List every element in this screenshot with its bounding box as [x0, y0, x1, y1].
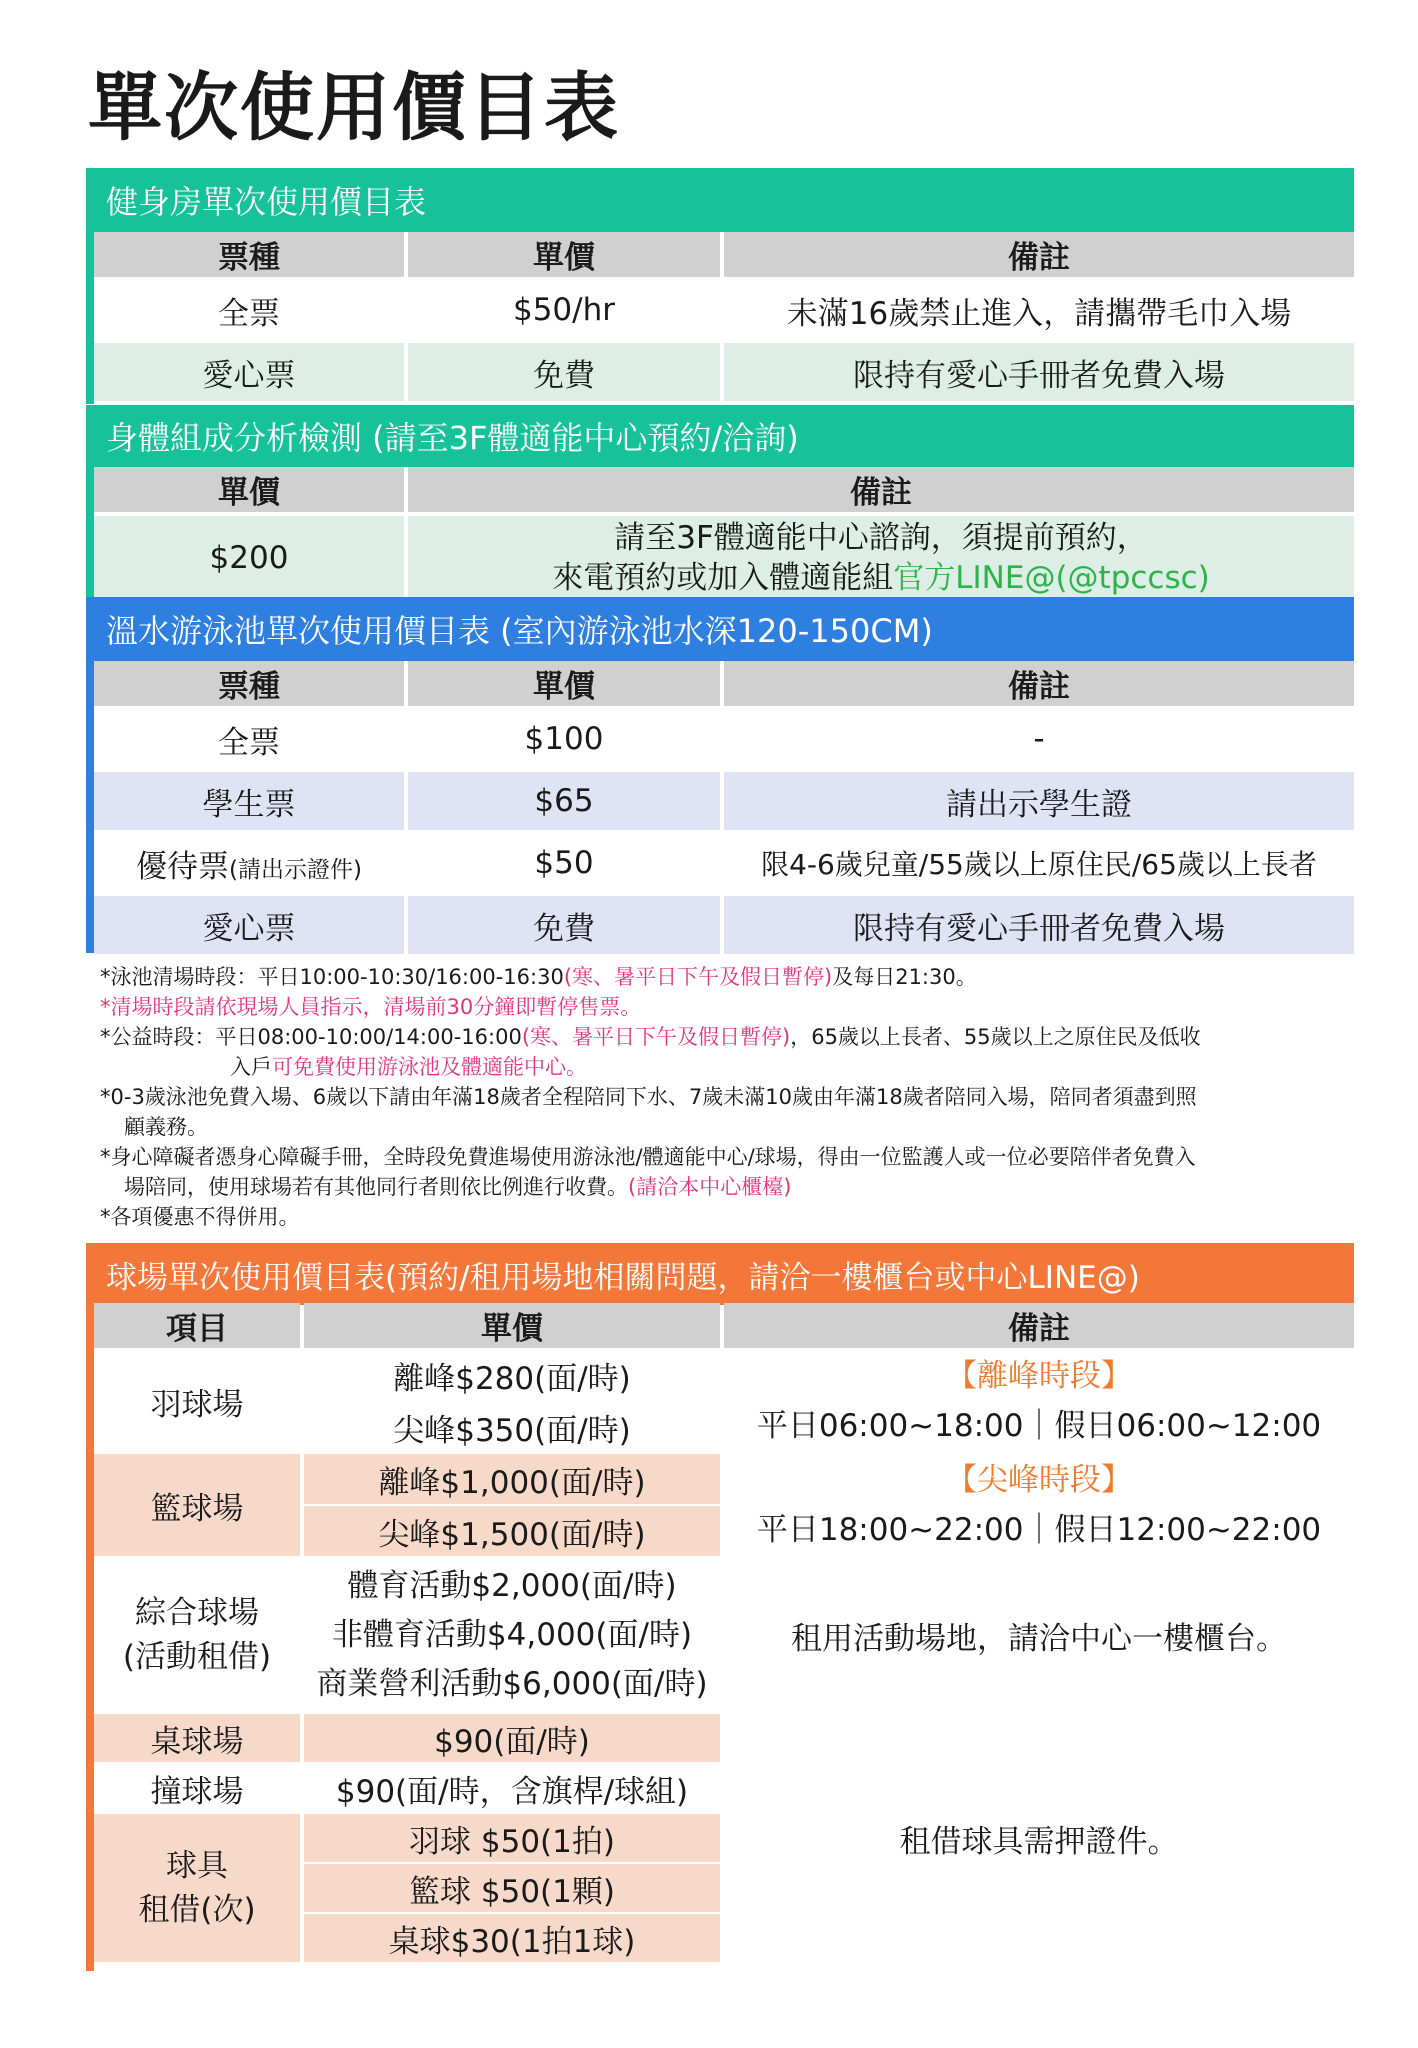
note-1-c: 及每日21:30。 [832, 965, 977, 989]
multi-name [94, 1558, 300, 1712]
table-row [94, 834, 1354, 892]
body-col-note: 備註 [408, 467, 1354, 512]
gym-type: 全票 [94, 281, 404, 339]
body-note-line1: 請至3F體適能中心諮詢，須提前預約， [614, 520, 1148, 556]
body-note-line2-prefix: 來電預約或加入體適能組 [552, 560, 894, 596]
equipment-name-2: 租借(次) [138, 1892, 256, 1928]
badminton-peak: 尖峰$350(面/時) [304, 1402, 720, 1452]
multi-price-1: 體育活動$2,000(面/時) [347, 1567, 677, 1604]
equipment-note: 租借球具需押證件。 [724, 1714, 1354, 1962]
table-row [94, 1558, 1354, 1712]
pool-type: 全票 [94, 710, 404, 768]
multi-price-2: 非體育活動$4,000(面/時) [331, 1616, 693, 1653]
courts-header: 球場單次使用價目表(預約/租用場地相關問題，請洽一樓櫃台或中心LINE@) [86, 1243, 1354, 1305]
note-5: *身心障礙者憑身心障礙手冊，全時段免費進場使用游泳池/體適能中心/球場，得由一位監護人或一位必要陪伴者免費入 [100, 1145, 1196, 1169]
gym-price: 免費 [408, 343, 720, 401]
equipment-price-2: 籃球 $50(1顆) [304, 1864, 720, 1912]
page-title: 單次使用價目表 [88, 65, 620, 151]
note-1-a: *泳池清場時段：平日10:00-10:30/16:00-16:30 [100, 965, 564, 989]
pool-type-label: 優待票 [136, 848, 230, 885]
table-row [94, 1714, 1354, 1762]
note-4: *0-3歲泳池免費入場、6歲以下請由年滿18歲者全程陪同下水、7歲未滿10歲由年滿18歲者陪同入場，陪同者須盡到照 [100, 1085, 1197, 1109]
note-3-c: ，65歲以上長者、55歲以上之原住民及低收 [790, 1025, 1201, 1049]
pool-note: - [724, 710, 1354, 768]
badminton-name: 羽球場 [94, 1350, 300, 1452]
pool-section [86, 597, 1354, 953]
pool-type [94, 834, 404, 892]
multi-name-2: (活動租借) [122, 1639, 272, 1675]
note-3 [100, 1022, 1350, 1052]
body-analysis-table [90, 463, 1358, 604]
table-tennis-name: 桌球場 [94, 1714, 300, 1762]
note-3-a: *公益時段：平日08:00-10:00/14:00-16:00 [100, 1025, 522, 1049]
billiards-name: 撞球場 [94, 1764, 300, 1812]
equipment-price-1: 羽球 $50(1拍) [304, 1814, 720, 1862]
pool-notes [100, 962, 1350, 1232]
pool-col-price: 單價 [408, 661, 720, 706]
billiards-price: $90(面/時，含旗桿/球組) [304, 1764, 720, 1812]
peak-info [724, 1454, 1354, 1556]
body-analysis-section [86, 405, 1354, 597]
peak-time: 平日18:00~22:00｜假日12:00~22:00 [756, 1512, 1322, 1548]
equipment-name [94, 1814, 300, 1962]
note-5-b: 場陪同，使用球場若有其他同行者則依比例進行收費。 [124, 1175, 628, 1199]
note-3-e: 可免費使用游泳池及體適能中心。 [272, 1055, 587, 1079]
pool-table [90, 657, 1358, 958]
gym-col-price: 單價 [408, 232, 720, 277]
gym-type: 愛心票 [94, 343, 404, 401]
gym-note: 未滿16歲禁止進入，請攜帶毛巾入場 [724, 281, 1354, 339]
pool-header: 溫水游泳池單次使用價目表 (室內游泳池水深120-150CM) [86, 597, 1354, 661]
basketball-peak: 尖峰$1,500(面/時) [304, 1506, 720, 1556]
body-price: $200 [94, 516, 404, 600]
pool-col-type: 票種 [94, 661, 404, 706]
note-3-cont [100, 1052, 1350, 1082]
note-5-c: (請洽本中心櫃檯) [628, 1175, 792, 1199]
table-row [94, 516, 1354, 600]
table-row [94, 1454, 1354, 1504]
table-row [94, 772, 1354, 830]
table-row [94, 1350, 1354, 1400]
courts-col-note: 備註 [724, 1303, 1354, 1348]
multi-prices [304, 1558, 720, 1712]
offpeak-time: 平日06:00~18:00｜假日06:00~12:00 [756, 1408, 1322, 1444]
body-col-price: 單價 [94, 467, 404, 512]
gym-col-note: 備註 [724, 232, 1354, 277]
table-row [94, 710, 1354, 768]
note-6: *各項優惠不得併用。 [100, 1205, 300, 1229]
note-4-cont: 顧義務。 [124, 1115, 208, 1139]
courts-col-price: 單價 [304, 1303, 720, 1348]
equipment-price-3: 桌球$30(1拍1球) [304, 1914, 720, 1962]
multi-price-3: 商業營利活動$6,000(面/時) [316, 1665, 708, 1702]
table-tennis-price: $90(面/時) [304, 1714, 720, 1762]
table-row [94, 281, 1354, 339]
basketball-name: 籃球場 [94, 1454, 300, 1556]
note-2: *清場時段請依現場人員指示，清場前30分鐘即暫停售票。 [100, 995, 642, 1019]
pool-type: 學生票 [94, 772, 404, 830]
note-3-b: (寒、暑平日下午及假日暫停) [521, 1025, 791, 1049]
basketball-offpeak: 離峰$1,000(面/時) [304, 1454, 720, 1504]
courts-col-item: 項目 [94, 1303, 300, 1348]
body-note-line2 [408, 558, 1354, 598]
pool-price: 免費 [408, 896, 720, 954]
peak-label: 【尖峰時段】 [946, 1462, 1132, 1498]
courts-table [90, 1301, 1358, 1964]
table-row [94, 343, 1354, 401]
equipment-name-1: 球具 [166, 1848, 228, 1884]
gym-note: 限持有愛心手冊者免費入場 [724, 343, 1354, 401]
note-3-d: 入戶 [230, 1055, 272, 1079]
line-official-link[interactable]: 官方LINE@(@tpccsc) [893, 560, 1210, 596]
note-5-cont [100, 1172, 1350, 1202]
pool-col-note: 備註 [724, 661, 1354, 706]
multi-name-1: 綜合球場 [135, 1595, 259, 1631]
courts-section [86, 1243, 1354, 1971]
pool-type-small: (請出示證件) [229, 856, 362, 883]
pool-type: 愛心票 [94, 896, 404, 954]
table-row [94, 896, 1354, 954]
pool-price: $100 [408, 710, 720, 768]
badminton-offpeak: 離峰$280(面/時) [304, 1350, 720, 1400]
pool-note: 請出示學生證 [724, 772, 1354, 830]
body-note [408, 516, 1354, 600]
offpeak-label: 【離峰時段】 [946, 1358, 1132, 1394]
pool-note: 限4-6歲兒童/55歲以上原住民/65歲以上長者 [724, 834, 1354, 892]
multi-note: 租用活動場地，請洽中心一樓櫃台。 [724, 1558, 1354, 1712]
gym-col-type: 票種 [94, 232, 404, 277]
pool-price: $50 [408, 834, 720, 892]
body-analysis-header: 身體組成分析檢測 (請至3F體適能中心預約/洽詢) [86, 405, 1354, 467]
offpeak-info [724, 1350, 1354, 1452]
pool-note: 限持有愛心手冊者免費入場 [724, 896, 1354, 954]
gym-header: 健身房單次使用價目表 [86, 168, 1354, 232]
gym-price: $50/hr [408, 281, 720, 339]
note-1-b: (寒、暑平日下午及假日暫停) [563, 965, 833, 989]
gym-section [86, 168, 1354, 404]
note-1 [100, 962, 1350, 992]
gym-table [90, 228, 1358, 405]
pool-price: $65 [408, 772, 720, 830]
